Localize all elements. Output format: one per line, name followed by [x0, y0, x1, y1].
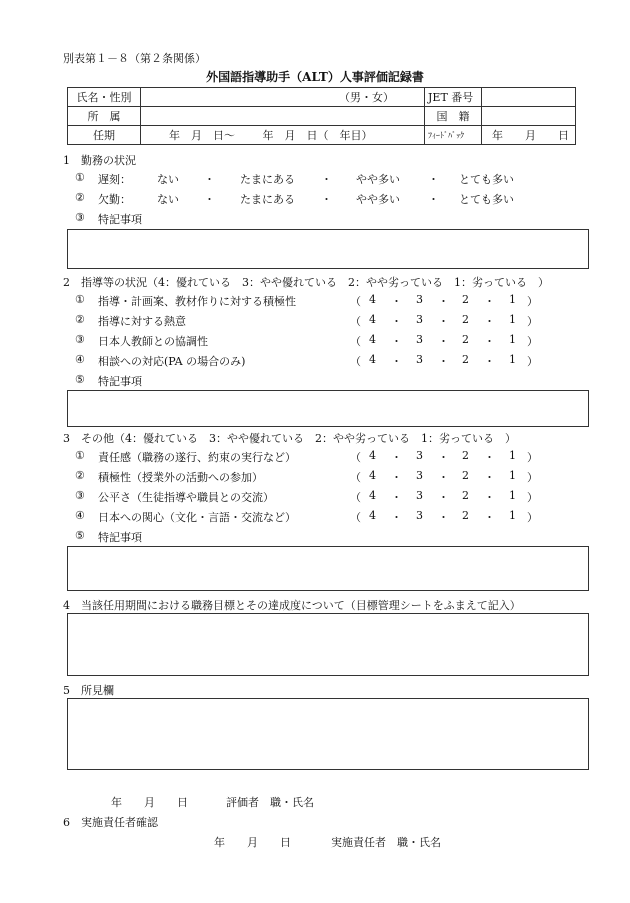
score-2[interactable]: 2: [462, 509, 469, 522]
rating-row: ④ 日本への関心（文化・言語・交流など） （ 4 ・ 3 ・ 2 ・ 1 ）: [75, 509, 538, 524]
feedback-label: ﾌｨｰﾄﾞﾊﾞｯｸ: [425, 126, 482, 145]
score-1[interactable]: 1: [509, 489, 516, 502]
score-2[interactable]: 2: [462, 333, 469, 346]
term-start: 年 月 日～: [169, 129, 235, 142]
attendance-row-absent: ② 欠勤： ない ・ たまにある ・ やや多い ・ とても多い: [75, 191, 514, 206]
term-end: 年 月 日（ 年目）: [262, 129, 373, 142]
section2-remarks-label: ⑤ 特記事項: [75, 373, 142, 388]
item-label: 欠勤：: [98, 193, 131, 206]
score-1[interactable]: 1: [509, 333, 516, 346]
option-somewhat-often[interactable]: やや多い: [356, 193, 400, 206]
score-1[interactable]: 1: [509, 353, 516, 366]
term-label: 任期: [68, 126, 141, 145]
nationality-field[interactable]: [482, 107, 576, 126]
score-3[interactable]: 3: [416, 509, 423, 522]
score-4[interactable]: 4: [369, 449, 376, 462]
feedback-date: 年 月 日: [482, 126, 576, 145]
rating-row: ① 責任感（職務の遂行、約束の実行など） （ 4 ・ 3 ・ 2 ・ 1 ）: [75, 449, 538, 464]
score-4[interactable]: 4: [369, 313, 376, 326]
section3-title: 3 その他（4：優れている 3：やや優れている 2：やや劣っている 1：劣っている ）: [63, 432, 516, 445]
section2-remarks-box[interactable]: [67, 390, 589, 427]
responsible-signature-label: 実施責任者 職・氏名: [331, 836, 441, 849]
department-label: 所 属: [68, 107, 141, 126]
page-title: 外国語指導助手（ALT）人事評価記録書: [206, 70, 424, 84]
score-1[interactable]: 1: [509, 469, 516, 482]
score-3[interactable]: 3: [416, 469, 423, 482]
section2-title: 2 指導等の状況（4：優れている 3：やや優れている 2：やや劣っている 1：劣っている ）: [63, 276, 549, 289]
score-3[interactable]: 3: [416, 449, 423, 462]
jet-number-label: JET 番号: [425, 88, 482, 107]
section3-remarks-box[interactable]: [67, 546, 589, 591]
score-4[interactable]: 4: [369, 293, 376, 306]
section3-remarks-label: ⑤ 特記事項: [75, 529, 142, 544]
term-field[interactable]: [141, 126, 425, 145]
rating-row: ② 指導に対する熱意 （ 4 ・ 3 ・ 2 ・ 1 ）: [75, 313, 538, 328]
item-number: ①: [75, 171, 85, 184]
rating-row: ① 指導・計画案、教材作りに対する積極性 （ 4 ・ 3 ・ 2 ・ 1 ）: [75, 293, 538, 308]
rating-row: ② 積極性（授業外の活動への参加） （ 4 ・ 3 ・ 2 ・ 1 ）: [75, 469, 538, 484]
confirmation-date: 年 月 日: [214, 836, 291, 849]
score-2[interactable]: 2: [462, 489, 469, 502]
score-1[interactable]: 1: [509, 293, 516, 306]
score-2[interactable]: 2: [462, 469, 469, 482]
section4-title: 4 当該任用期間における職務目標とその達成度について（目標管理シートをふまえて記入）: [63, 599, 521, 612]
section1-remarks-box[interactable]: [67, 229, 589, 269]
section5-title: 5 所見欄: [63, 684, 114, 697]
name-gender-label: 氏名・性別: [68, 88, 141, 107]
rating-row: ④ 相談への対応(PA の場合のみ) （ 4 ・ 3 ・ 2 ・ 1 ）: [75, 353, 538, 368]
evaluator-signature-label: 評価者 職・氏名: [226, 796, 314, 809]
section6-title: 6 実施責任者確認: [63, 816, 158, 829]
section4-goals-box[interactable]: [67, 613, 589, 676]
score-1[interactable]: 1: [509, 449, 516, 462]
name-field[interactable]: [141, 88, 425, 107]
rating-row: ③ 公平さ（生徒指導や職員との交流） （ 4 ・ 3 ・ 2 ・ 1 ）: [75, 489, 538, 504]
form-reference: 別表第１－８（第２条関係）: [63, 52, 206, 65]
score-3[interactable]: 3: [416, 333, 423, 346]
item-label: 遅刻：: [98, 173, 131, 186]
option-none[interactable]: ない: [157, 173, 179, 186]
score-3[interactable]: 3: [416, 313, 423, 326]
score-4[interactable]: 4: [369, 333, 376, 346]
option-very-often[interactable]: とても多い: [459, 173, 514, 186]
score-4[interactable]: 4: [369, 509, 376, 522]
nationality-label: 国 籍: [425, 107, 482, 126]
gender-options: （男・女）: [339, 91, 394, 104]
option-very-often[interactable]: とても多い: [459, 193, 514, 206]
evaluation-date: 年 月 日: [111, 796, 188, 809]
score-4[interactable]: 4: [369, 489, 376, 502]
item-number: ②: [75, 191, 85, 204]
score-3[interactable]: 3: [416, 489, 423, 502]
score-2[interactable]: 2: [462, 449, 469, 462]
rating-row: ③ 日本人教師との協調性 （ 4 ・ 3 ・ 2 ・ 1 ）: [75, 333, 538, 348]
option-sometimes[interactable]: たまにある: [240, 193, 295, 206]
department-field[interactable]: [141, 107, 425, 126]
score-1[interactable]: 1: [509, 313, 516, 326]
attendance-row-late: ① 遅刻： ない ・ たまにある ・ やや多い ・ とても多い: [75, 171, 514, 186]
section1-title: 1 勤務の状況: [63, 154, 136, 167]
option-sometimes[interactable]: たまにある: [240, 173, 295, 186]
score-1[interactable]: 1: [509, 509, 516, 522]
score-2[interactable]: 2: [462, 313, 469, 326]
option-none[interactable]: ない: [157, 193, 179, 206]
jet-number-field[interactable]: [482, 88, 576, 107]
score-4[interactable]: 4: [369, 353, 376, 366]
score-4[interactable]: 4: [369, 469, 376, 482]
score-3[interactable]: 3: [416, 353, 423, 366]
score-2[interactable]: 2: [462, 353, 469, 366]
section1-remarks-label: ③ 特記事項: [75, 211, 142, 226]
score-3[interactable]: 3: [416, 293, 423, 306]
info-table: [67, 87, 576, 145]
score-2[interactable]: 2: [462, 293, 469, 306]
section5-observations-box[interactable]: [67, 698, 589, 770]
option-somewhat-often[interactable]: やや多い: [356, 173, 400, 186]
